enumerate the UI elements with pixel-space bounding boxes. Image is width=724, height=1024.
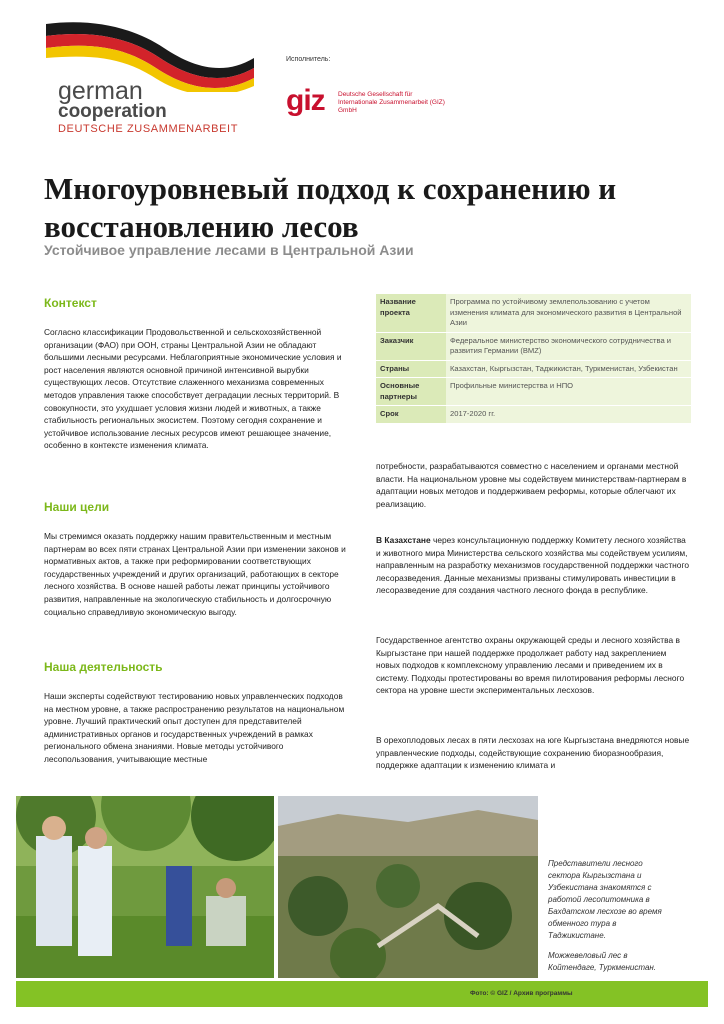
paragraph-activity: Наши эксперты содействуют тестированию новых управленческих подходов на местном уровне, а также распространению результатов на национальном уровне. Лучший практический опыт доступен для представителей административных органов и государственных учреждений в рамках регионального обмена знаниями. Новые методы устойчивого лесопользования, учитывающие местные	[44, 691, 345, 764]
giz-organization-name: Deutsche Gesellschaft für Internationale Zusammenarbeit (GIZ) GmbH	[338, 91, 445, 114]
table-value: Казахстан, Кыргызстан, Таджикистан, Туркменистан, Узбекистан	[446, 360, 691, 378]
photo-credit: Фото: © GIZ / Архив программы	[470, 990, 573, 997]
table-value: Программа по устойчивому землепользованию с учетом изменения климата для экономического развития в Центральной Азии	[446, 294, 691, 332]
photo-caption-1: Представители лесного сектора Кыргызстана и Узбекистана знакомятся с работой лесопитомника в Бахдатском лесхозе во время обменного тура в Таджикистане.	[548, 859, 662, 940]
project-info-table	[376, 294, 691, 424]
logo-deutsche-zusammenarbeit-text: DEUTSCHE ZUSAMMENARBEIT	[58, 123, 239, 135]
paragraph-right-1: потребности, разрабатываются совместно с населением и органами местной власти. На национальном уровне мы содействуем министерствам-партнерам в адаптации новых методов и поддерживаем реформы, которые облегчают их реализацию.	[376, 461, 687, 509]
table-value: Профильные министерства и НПО	[446, 378, 691, 406]
table-row	[376, 378, 691, 406]
page-subtitle: Устойчивое управление лесами в Центральной Азии	[44, 242, 414, 258]
table-key: Название проекта	[376, 294, 446, 332]
table-value: 2017-2020 гг.	[446, 406, 691, 424]
table-key: Срок	[376, 406, 446, 424]
photo-forest-nursery-visit	[16, 796, 274, 978]
logo-german-text: german	[58, 77, 143, 105]
paragraph-kyrgyzstan: Государственное агентство охраны окружающей среды и лесного хозяйства в Кыргызстане при нашей поддержке продолжает работу над закреплением новых подходов к комплексному управлению лесами и приведением их в систему. Подходы протестированы во время пилотирования реформы лесного сектора на уровне шести экспериментальных лесхозов.	[376, 635, 685, 696]
footer-bar	[16, 981, 708, 1007]
photo-juniper-forest	[278, 796, 538, 978]
executor-label: Исполнитель:	[286, 56, 331, 63]
heading-context: Контекст	[44, 296, 97, 310]
table-row	[376, 406, 691, 424]
table-row	[376, 360, 691, 378]
table-key: Основные партнеры	[376, 378, 446, 406]
paragraph-goals: Мы стремимся оказать поддержку нашим правительственным и местным партнерам во всех пяти странах Центральной Азии при изменении законов и нормативных актов, а также при реформировании соответствующих государственных учреждений и других организаций, работающих в секторе лесного хозяйства. В основе нашей работы лежат принципы устойчивого развития, направленные на экологическую стабильность и долгосрочную социально справедливую экономическую выгоду.	[44, 531, 346, 617]
table-key: Страны	[376, 360, 446, 378]
heading-activity: Наша деятельность	[44, 660, 163, 674]
kazakhstan-text: через консультационную поддержку Комитету лесного хозяйства и животного мира Министерства сельского хозяйства мы содействуем усилиям, направленным на разработку механизмов государственной поддержки частного лесоразведения. Данные механизмы призваны стимулировать инвестиции в лесоразведение для создания частного лесного фонда в республике.	[376, 535, 689, 596]
table-row	[376, 294, 691, 332]
paragraph-walnut-forests: В орехоплодовых лесах в пяти лесхозах на юге Кыргызстана внедряются новые управленческие подходы, содействующие сохранению биоразнообразия, поддержке адаптации к изменению климата и	[376, 735, 690, 771]
table-row	[376, 332, 691, 360]
page-title: Многоуровневый подход к сохранению и восстановлению лесов	[44, 171, 617, 244]
paragraph-context: Согласно классификации Продовольственной и сельскохозяйственной организации (ФАО) при ООН, страны Центральной Азии не обладают большими лесными ресурсами. Неблагоприятные экономические условия и рост населения являются основной причиной интенсивной вырубки существующих лесов. Отсутствие слаженного механизма современных методов управления также способствует деградации лесных территорий. В совокупности, это ухудшает условия жизни людей и животных, а также стабильность региональных экосистем. Поэтому сегодня сохранение и устойчивое использование лесных ресурсов имеют решающее значение, особенно в контексте изменения климата.	[44, 327, 342, 451]
table-key: Заказчик	[376, 332, 446, 360]
photo-caption-2: Можжевеловый лес в Койтендаге, Туркменистан.	[548, 951, 657, 972]
logo-cooperation-text: cooperation	[58, 101, 167, 122]
kazakhstan-lead: В Казахстане	[376, 535, 431, 545]
giz-logo: giz	[286, 84, 325, 117]
heading-goals: Наши цели	[44, 500, 110, 514]
paragraph-kazakhstan	[376, 534, 691, 597]
table-value: Федеральное министерство экономического сотрудничества и развития Германии (BMZ)	[446, 332, 691, 360]
